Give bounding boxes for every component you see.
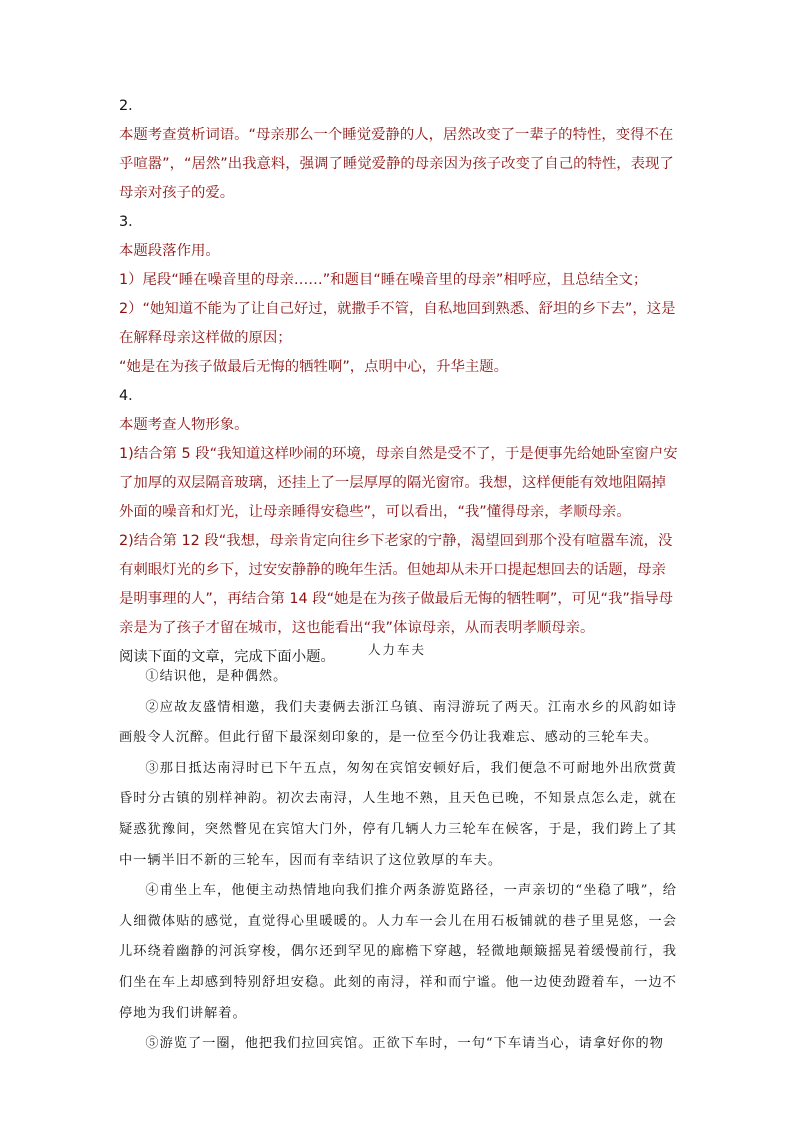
article-paragraph: ②应故友盛情相邀，我们夫妻俩去浙江乌镇、南浔游玩了两天。江南水乡的风韵如诗画般令人沉醉。但此行留下最深刻印象的，是一位至今仍让我难忘、感动的三轮车夫。 (119, 699, 677, 746)
article-paragraph: ①结识他，是种偶然。 (145, 669, 288, 684)
answer-section (119, 92, 679, 672)
answer-point: “她是在为孩子做最后无悔的牺牲啊”，点明中心，升华主题。 (119, 359, 509, 375)
answer-intro: 本题考查人物形象。 (119, 417, 249, 433)
article-body (119, 662, 677, 1060)
answer-intro: 本题段落作用。 (119, 243, 220, 259)
answer-point: 2）“她知道不能为了让自己好过，就撒手不管，自私地回到熟悉、舒坦的乡下去”，这是在解释母亲这样做的原因； (119, 301, 676, 346)
article-paragraph: ④甫坐上车，他便主动热情地向我们推介两条游览路径，一声亲切的“坐稳了哦”，给人细微体贴的感觉，直觉得心里暖暖的。人力车一会儿在用石板铺就的巷子里晃悠，一会儿环绕着幽静的河浜穿梭，偶尔还到罕见的廊檐下穿越，轻微地颠簸摇晃着缓慢前行，我们坐在车上却感到特别舒坦安稳。此刻的南浔，祥和而宁谧。他一边使劲蹬着车，一边不停地为我们讲解着。 (119, 883, 677, 1021)
question-number: 3． (119, 214, 143, 230)
answer-point: 1）尾段“睡在噪音里的母亲……”和题目“睡在噪音里的母亲”相呼应，且总结全文； (119, 272, 648, 288)
article-paragraph: ③那日抵达南浔时已下午五点，匆匆在宾馆安顿好后，我们便急不可耐地外出欣赏黄昏时分古镇的别样神韵。初次去南浔，人生地不熟，且天色已晚，不知景点怎么走，就在疑惑犹豫间，突然瞥见在宾馆大门外，停有几辆人力三轮车在候客，于是，我们跨上了其中一辆半旧不新的三轮车，因而有幸结识了这位敦厚的车夫。 (119, 760, 677, 868)
answer-text: 本题考查赏析词语。“母亲那么一个睡觉爱静的人，居然改变了一辈子的特性，变得不在乎喧嚣”，“居然”出我意料，强调了睡觉爱静的母亲因为孩子改变了自己的特性，表现了母亲对孩子的爱。 (119, 127, 674, 201)
question-number: 4． (119, 388, 143, 404)
answer-point: 2)结合第 12 段“我想，母亲肯定向往乡下老家的宁静，渴望回到那个没有喧嚣车流，没有刺眼灯光的乡下，过安安静静的晚年生活。但她却从未开口提起想回去的话题，母亲是明事理的人”，再结合第 14 段“她是在为孩子做最后无悔的牺牲啊”，可见“我”指导母亲是为了孩子才留在城市，这也能看出“我”体谅母亲，从而表明孝顺母亲。 (119, 533, 674, 636)
article-paragraph: ⑤游览了一圈，他把我们拉回宾馆。正欲下车时，一句“下车请当心，请拿好你的物 (145, 1036, 664, 1052)
article-title: 人力车夫 (367, 642, 426, 657)
question-number: 2． (119, 98, 143, 114)
reading-instruction: 阅读下面的文章，完成下面小题。 (119, 649, 335, 665)
answer-point: 1)结合第 5 段“我知道这样吵闹的环境，母亲自然是受不了，于是便事先给她卧室窗户安了加厚的双层隔音玻璃，还挂上了一层厚厚的隔光窗帘。我想，这样便能有效地阻隔掉外面的噪音和灯光，让母亲睡得安稳些”，可以看出，“我”懂得母亲，孝顺母亲。 (119, 446, 678, 520)
